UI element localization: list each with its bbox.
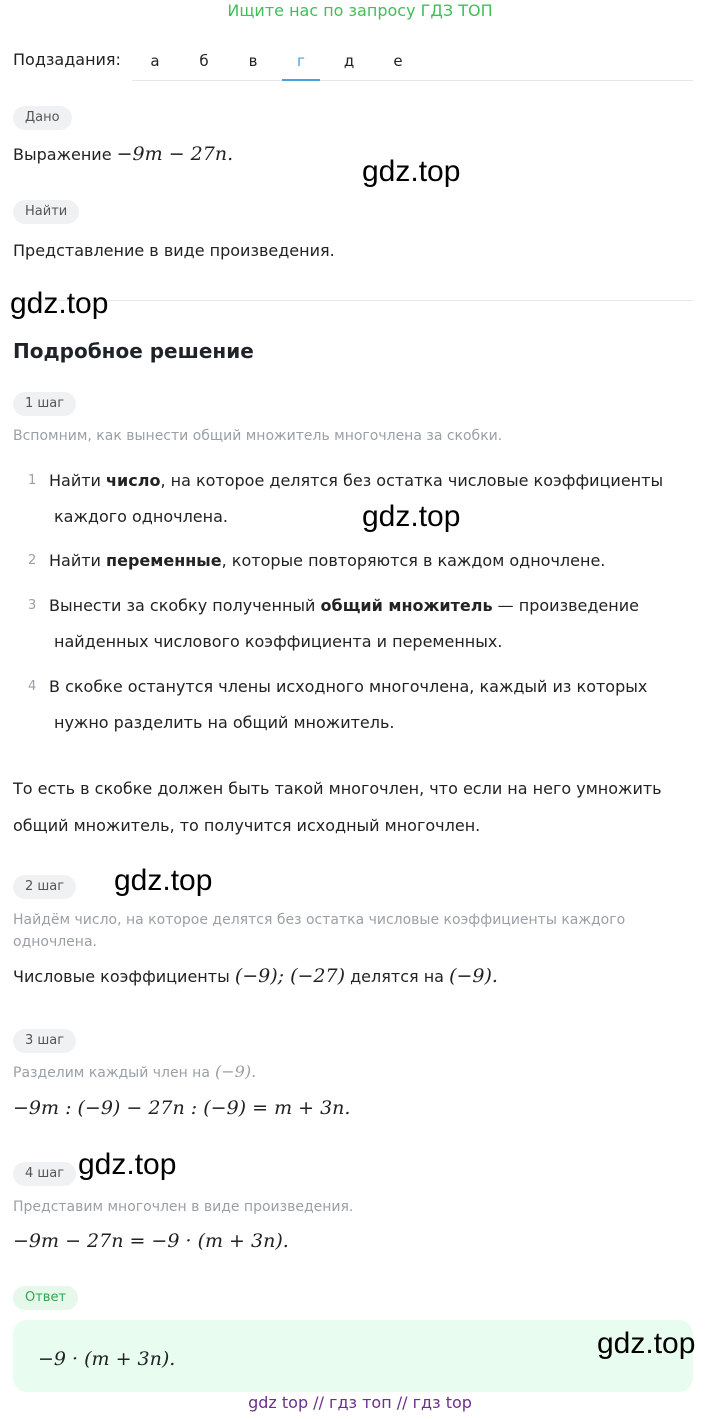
footer-links: gdz top // гдз топ // гдз top xyxy=(248,1393,472,1412)
step1-explanation-line2: общий множитель, то получится исходный многочлен. xyxy=(13,816,481,835)
promo-banner: Ищите нас по запросу ГДЗ ТОП xyxy=(227,1,493,20)
tab-d[interactable]: д xyxy=(343,52,355,70)
watermark: gdz.top xyxy=(10,287,109,320)
find-badge: Найти xyxy=(13,200,79,224)
step1-hint: Вспомним, как вынести общий множитель многочлена за скобки. xyxy=(13,428,503,444)
subtasks-label: Подзадания: xyxy=(13,50,121,69)
tab-e[interactable]: е xyxy=(393,52,403,70)
step4-hint: Представим многочлен в виде произведения. xyxy=(13,1199,354,1215)
list-item: 1 Найти число, на которое делятся без остатка числовые коэффициенты каждого одночлена. xyxy=(28,471,664,526)
watermark: gdz.top xyxy=(362,155,461,188)
step2-hint-line1: Найдём число, на которое делятся без остатка числовые коэффициенты каждого xyxy=(13,912,626,928)
tab-g[interactable]: г xyxy=(297,52,305,70)
step4-badge: 4 шаг xyxy=(13,1162,76,1186)
list-item: 3 Вынести за скобку полученный общий множитель — произведение найденных числового коэффициента и переменных. xyxy=(28,596,639,651)
answer-box xyxy=(13,1320,696,1392)
step1-explanation-line1: То есть в скобке должен быть такой многочлен, что если на него умножить xyxy=(13,779,662,798)
answer-expression: −9 · (m + 3n). xyxy=(38,1348,176,1370)
step3-badge: 3 шаг xyxy=(13,1029,76,1053)
step3-equation: −9m : (−9) − 27n : (−9) = m + 3n. xyxy=(13,1097,351,1119)
tab-a[interactable]: а xyxy=(150,52,160,70)
tab-v[interactable]: в xyxy=(248,52,258,70)
step2-badge: 2 шаг xyxy=(13,875,76,899)
given-badge: Дано xyxy=(13,106,72,130)
step4-equation: −9m − 27n = −9 · (m + 3n). xyxy=(13,1230,289,1252)
find-text: Представление в виде произведения. xyxy=(13,241,335,260)
step2-hint-line2: одночлена. xyxy=(13,934,97,950)
active-tab-indicator xyxy=(282,79,320,81)
solution-title: Подробное решение xyxy=(13,339,254,363)
section-divider xyxy=(13,300,693,301)
watermark: gdz.top xyxy=(78,1148,177,1181)
tab-b[interactable]: б xyxy=(199,52,209,70)
answer-badge: Ответ xyxy=(13,1286,78,1310)
step1-badge: 1 шаг xyxy=(13,392,76,416)
list-item: 2 Найти переменные, которые повторяются в каждом одночлене. xyxy=(28,551,606,570)
watermark: gdz.top xyxy=(597,1327,696,1360)
given-expression: Выражение −9m − 27n. xyxy=(13,143,234,165)
watermark: gdz.top xyxy=(362,500,461,533)
watermark: gdz.top xyxy=(114,864,213,897)
step2-text: Числовые коэффициенты (−9); (−27) делятся на (−9). xyxy=(13,965,498,987)
list-item: 4 В скобке останутся члены исходного многочлена, каждый из которых нужно разделить на общий множитель. xyxy=(28,677,648,732)
step3-hint: Разделим каждый член на (−9). xyxy=(13,1062,257,1081)
subtask-tabs xyxy=(132,48,693,81)
